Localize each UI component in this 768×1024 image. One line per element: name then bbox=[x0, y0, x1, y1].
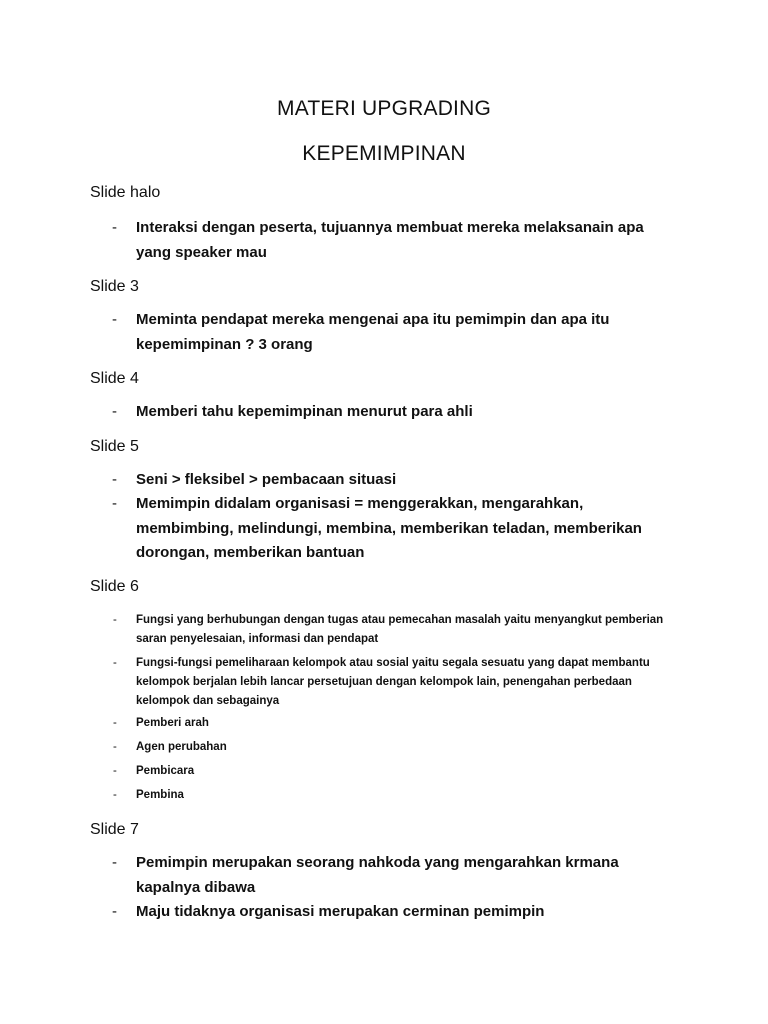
bullet-dash: - bbox=[113, 741, 117, 753]
document-title-line-1: MATERI UPGRADING bbox=[277, 97, 491, 120]
section-heading-slide-6: Slide 6 bbox=[90, 578, 139, 595]
bullet-dash: - bbox=[113, 789, 117, 801]
list-item-text: Fungsi-fungsi pemeliharaan kelompok atau sosial yaitu segala sesuatu yang dapat membantu kelompok berjalan lebih lancar persetujuan dengan kelompok lain, penengahan perbedaan kelompok dan sebagainya bbox=[136, 657, 650, 707]
list-item-text: Interaksi dengan peserta, tujuannya membuat mereka melaksanain apa yang speaker mau bbox=[136, 219, 644, 261]
section-heading-slide-4: Slide 4 bbox=[90, 370, 139, 387]
bullet-dash: - bbox=[112, 495, 117, 512]
bullet-dash: - bbox=[113, 614, 117, 626]
section-heading-slide-5: Slide 5 bbox=[90, 438, 139, 455]
bullet-dash: - bbox=[112, 403, 117, 420]
list-item-text: Memberi tahu kepemimpinan menurut para ahli bbox=[136, 403, 473, 420]
document-title-line-2: KEPEMIMPINAN bbox=[302, 142, 466, 165]
list-item bbox=[112, 308, 672, 357]
list-item bbox=[112, 900, 672, 925]
bullet-dash: - bbox=[113, 765, 117, 777]
list-item-text: Meminta pendapat mereka mengenai apa itu pemimpin dan apa itu kepemimpinan ? 3 orang bbox=[136, 311, 610, 353]
list-item bbox=[113, 611, 673, 649]
bullet-dash: - bbox=[112, 854, 117, 871]
bullet-dash: - bbox=[112, 903, 117, 920]
list-item-text: Pembicara bbox=[136, 765, 195, 777]
list-item-text: Fungsi yang berhubungan dengan tugas atau pemecahan masalah yaitu menyangkut pemberian saran penyelesaian, informasi dan pendapat bbox=[136, 614, 664, 645]
bullet-dash: - bbox=[112, 311, 117, 328]
section-heading-slide-3: Slide 3 bbox=[90, 278, 139, 295]
list-item bbox=[113, 762, 673, 781]
list-item-text: Maju tidaknya organisasi merupakan cerminan pemimpin bbox=[136, 903, 545, 920]
list-item-text: Pemberi arah bbox=[136, 717, 209, 729]
list-item bbox=[113, 654, 673, 711]
list-item bbox=[112, 400, 672, 425]
bullet-dash: - bbox=[112, 219, 117, 236]
bullet-dash: - bbox=[113, 717, 117, 729]
bullet-dash: - bbox=[113, 657, 117, 669]
list-item-text: Memimpin didalam organisasi = menggerakkan, mengarahkan, membimbing, melindungi, membina, memberikan teladan, memberikan dorongan, memberikan bantuan bbox=[136, 495, 642, 561]
section-heading-slide-7: Slide 7 bbox=[90, 821, 139, 838]
list-item bbox=[113, 786, 673, 805]
list-item bbox=[113, 738, 673, 757]
list-item bbox=[113, 714, 673, 733]
list-item bbox=[112, 468, 672, 493]
list-item-text: Pemimpin merupakan seorang nahkoda yang mengarahkan krmana kapalnya dibawa bbox=[136, 854, 619, 896]
bullet-dash: - bbox=[112, 471, 117, 488]
list-item-text: Seni > fleksibel > pembacaan situasi bbox=[136, 471, 397, 488]
list-item bbox=[112, 492, 672, 566]
section-heading-slide-halo: Slide halo bbox=[90, 184, 161, 201]
list-item bbox=[112, 851, 672, 900]
list-item-text: Pembina bbox=[136, 789, 184, 801]
list-item bbox=[112, 216, 672, 265]
list-item-text: Agen perubahan bbox=[136, 741, 227, 753]
